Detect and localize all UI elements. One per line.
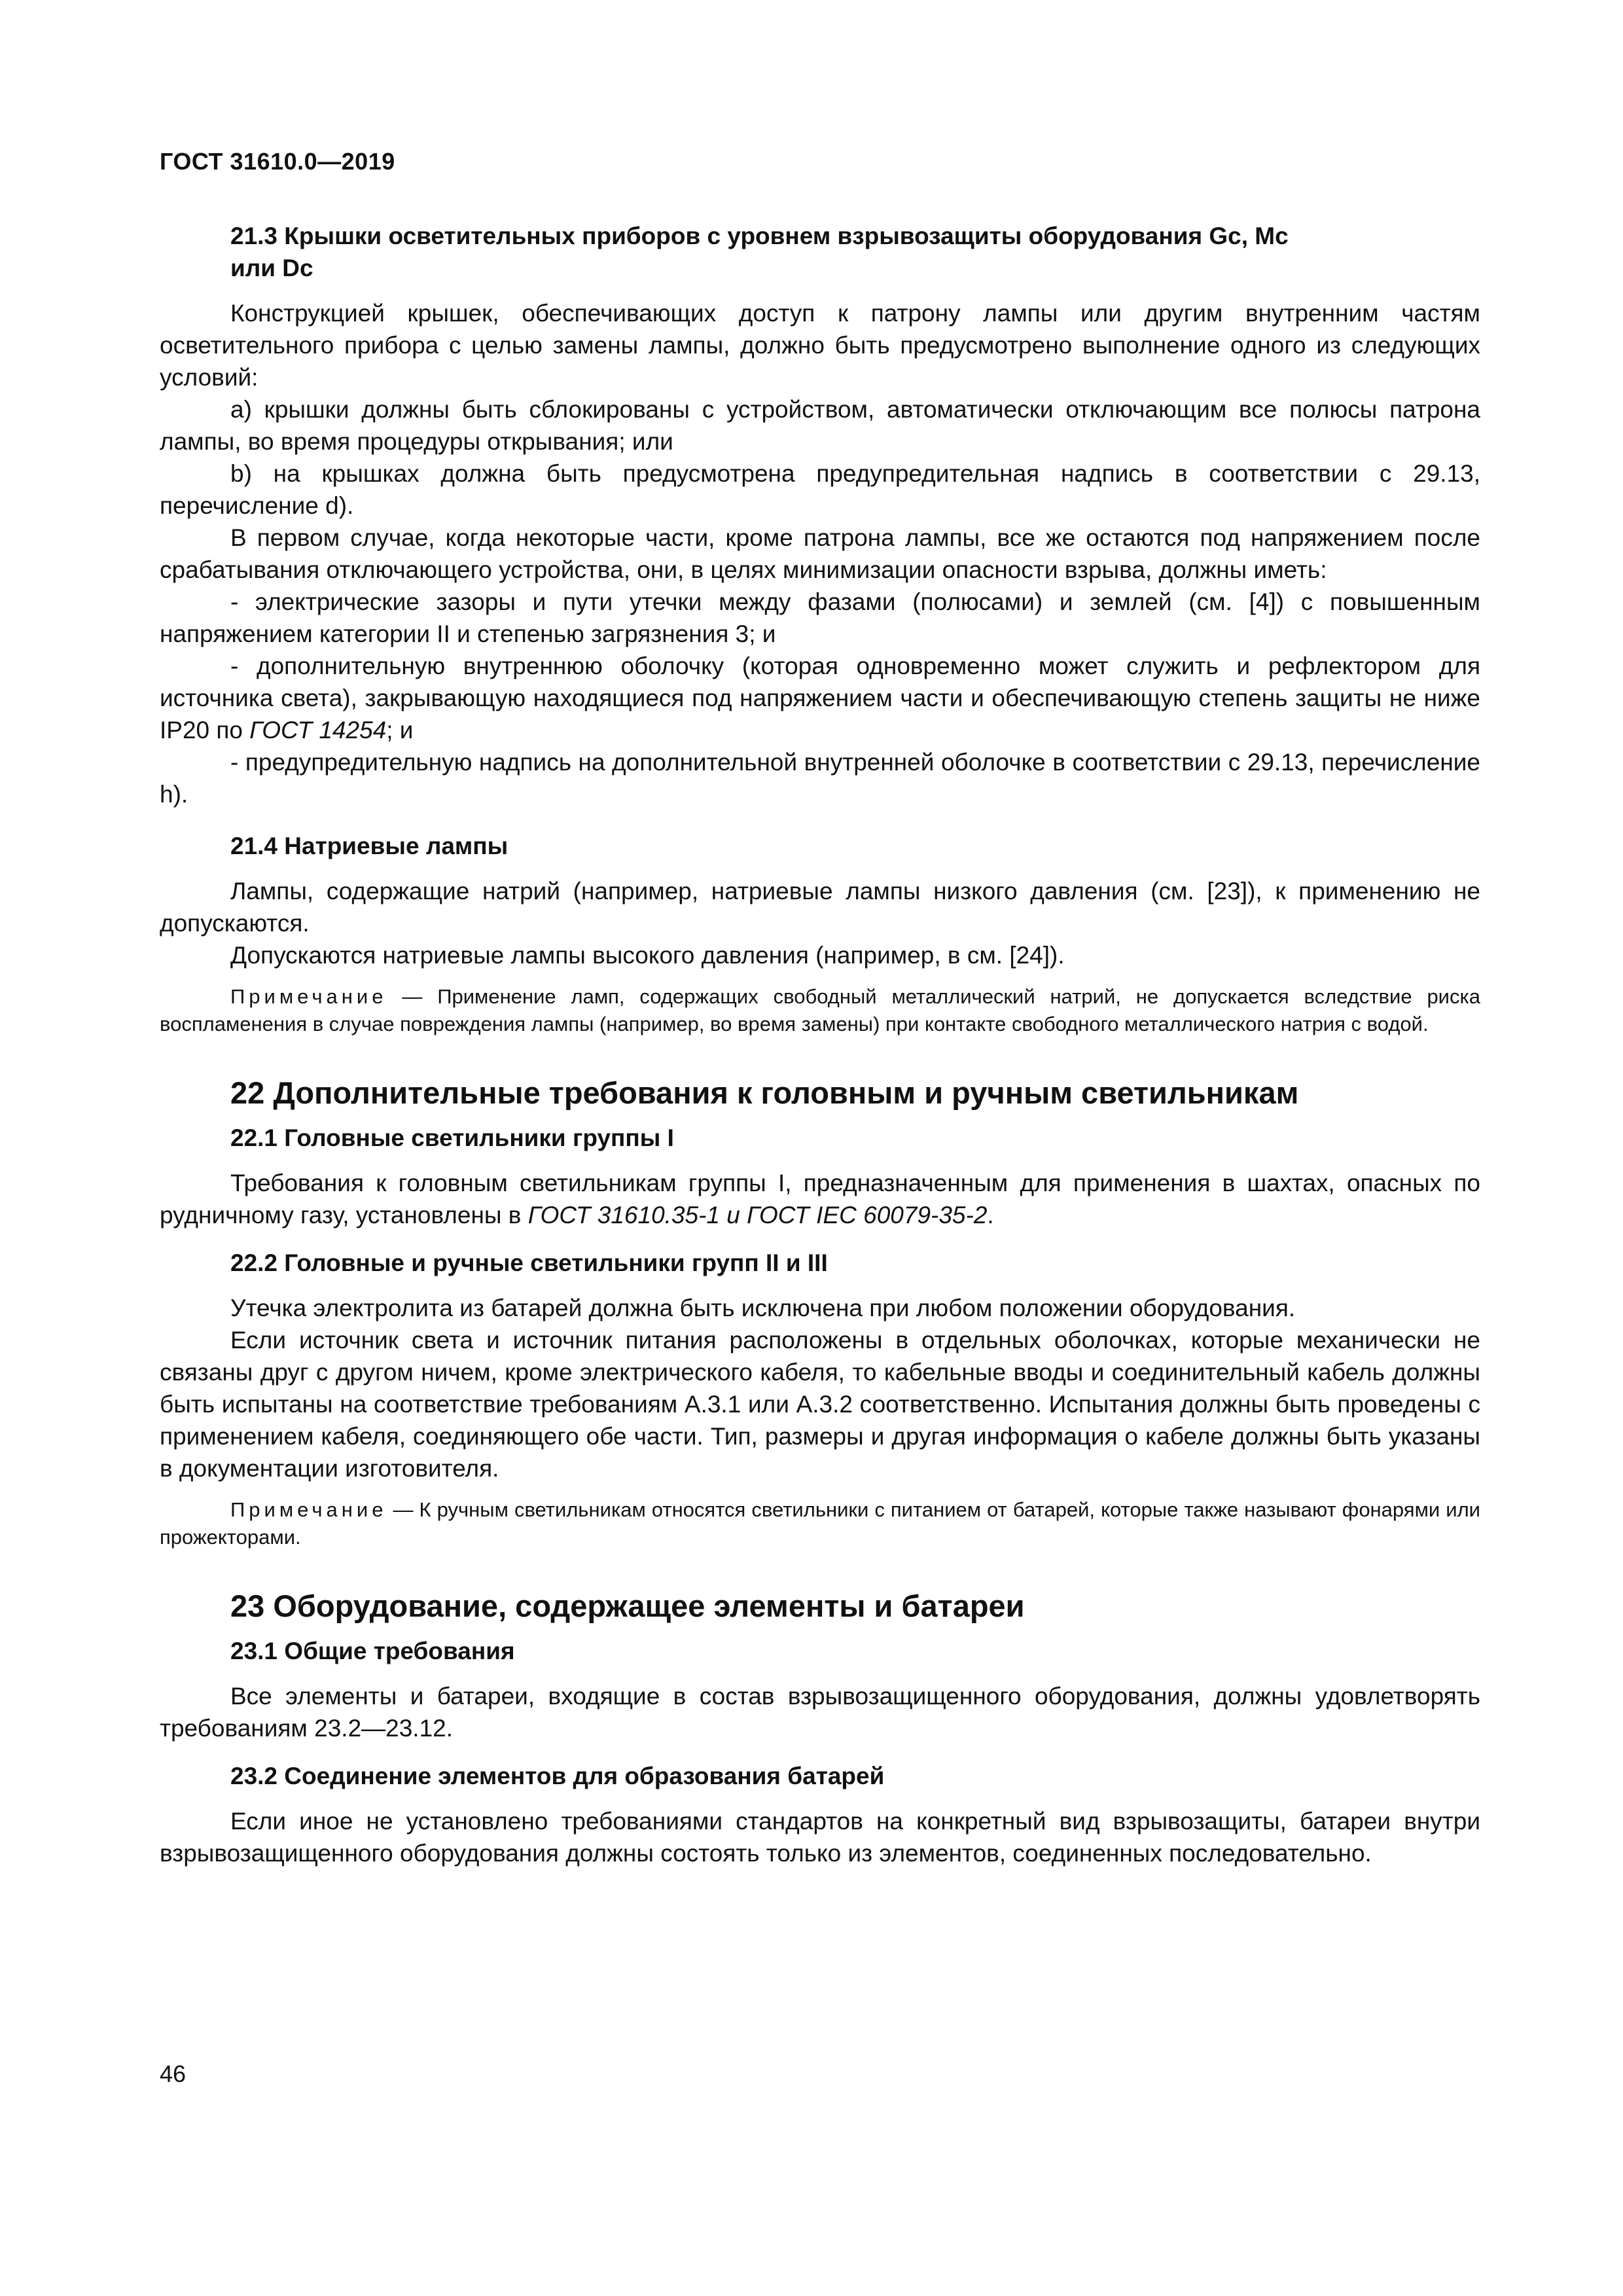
document-code-header: ГОСТ 31610.0—2019 xyxy=(160,148,395,175)
section-23-heading: 23 Оборудование, содержащее элементы и батареи xyxy=(230,1588,1025,1623)
note xyxy=(160,1496,1480,1551)
paragraph: Утечка электролита из батарей должна быть исключена при любом положении оборудования. xyxy=(230,1295,1296,1321)
section-22-2-heading: 22.2 Головные и ручные светильники групп II и III xyxy=(230,1249,828,1276)
document-page xyxy=(160,0,1480,2296)
note-label: Примечание xyxy=(230,985,387,1008)
page-number: 46 xyxy=(160,2060,187,2087)
paragraph: Если иное не установлено требованиями стандартов на конкретный вид взрывозащиты, батареи внутри взрывозащищенного оборудования должны состоять только из элементов, соединенных последовательно. xyxy=(160,1808,1480,1867)
note-text: — Применение ламп, содержащих свободный металлический натрий, не допускается вследствие риска воспламенения в случае повреждения лампы (например, во время замены) при контакте свободного металлического натрия с водой. xyxy=(160,985,1480,1035)
list-item-b: b) на крышках должна быть предусмотрена предупредительная надпись в соответствии с 29.13, перечисление d). xyxy=(160,460,1480,519)
page-content xyxy=(160,220,1480,1869)
section-22-1-heading: 22.1 Головные светильники группы I xyxy=(230,1124,674,1151)
list-item-a: а) крышки должны быть сблокированы с устройством, автоматически отключающим все полюсы патрона лампы, во время процедуры открывания; или xyxy=(160,396,1480,455)
paragraph: Лампы, содержащие натрий (например, натриевые лампы низкого давления (см. [23]), к применению не допускаются. xyxy=(160,878,1480,937)
paragraph-text: Требования к головным светильникам группы I, предназначенным для применения в шахтах, опасных по рудничному газу, установлены в xyxy=(160,1170,1480,1229)
section-22-heading: 22 Дополнительные требования к головным и ручным светильникам xyxy=(230,1075,1299,1110)
standard-reference: ГОСТ 14254 xyxy=(249,717,387,744)
section-21-4-heading: 21.4 Натриевые лампы xyxy=(230,833,508,859)
standard-reference: ГОСТ 31610.35-1 и ГОСТ IEC 60079-35-2 xyxy=(527,1202,988,1229)
paragraph xyxy=(160,1167,1480,1231)
heading-line-1: 21.3 Крышки осветительных приборов с уровнем взрывозащиты оборудования Gc, Mc xyxy=(230,223,1289,249)
paragraph: В первом случае, когда некоторые части, кроме патрона лампы, все же остаются под напряжением после срабатывания отключающего устройства, они, в целях минимизации опасности взрыва, должны иметь: xyxy=(160,524,1480,583)
section-23-2-heading: 23.2 Соединение элементов для образования батарей xyxy=(230,1763,885,1789)
paragraph: Если источник света и источник питания расположены в отдельных оболочках, которые механически не связаны друг с другом ничем, кроме электрического кабеля, то кабельные вводы и соединительный кабель должны быть испытаны на соответствие требованиям А.3.1 или А.3.2 соответственно. Испытания должны быть проведены с применением кабеля, соединяющего обе части. Тип, размеры и другая информация о кабеле должны быть указаны в документации изготовителя. xyxy=(160,1327,1480,1482)
dash-item xyxy=(160,650,1480,746)
dash-item: - электрические зазоры и пути утечки между фазами (полюсами) и землей (см. [4]) с повышенным напряжением категории II и степенью загрязнения 3; и xyxy=(160,588,1480,647)
paragraph: Конструкцией крышек, обеспечивающих доступ к патрону лампы или другим внутренним частям осветительного прибора с целью замены лампы, должно быть предусмотрено выполнение одного из следующих условий: xyxy=(160,300,1480,391)
paragraph-tail: . xyxy=(987,1202,994,1229)
section-23-1-heading: 23.1 Общие требования xyxy=(230,1638,515,1664)
dash-item: - предупредительную надпись на дополнительной внутренней оболочке в соответствии с 29.13, перечисление h). xyxy=(160,749,1480,808)
section-21-3-heading xyxy=(160,220,1480,284)
note xyxy=(160,983,1480,1038)
paragraph: Допускаются натриевые лампы высокого давления (например, в см. [24]). xyxy=(230,942,1065,969)
dash-item-text: - дополнительную внутреннюю оболочку (которая одновременно может служить и рефлектором для источника света), закрывающую находящиеся под напряжением части и обеспечивающую степень защиты не ниже IP20 по xyxy=(160,653,1480,744)
note-text: — К ручным светильникам относятся светильники с питанием от батарей, которые также называют фонарями или прожекторами. xyxy=(160,1498,1480,1549)
dash-item-tail: ; и xyxy=(386,717,414,744)
note-label: Примечание xyxy=(230,1498,387,1521)
heading-line-2: или Dc xyxy=(230,255,313,281)
paragraph: Все элементы и батареи, входящие в состав взрывозащищенного оборудования, должны удовлетворять требованиям 23.2—23.12. xyxy=(160,1683,1480,1742)
